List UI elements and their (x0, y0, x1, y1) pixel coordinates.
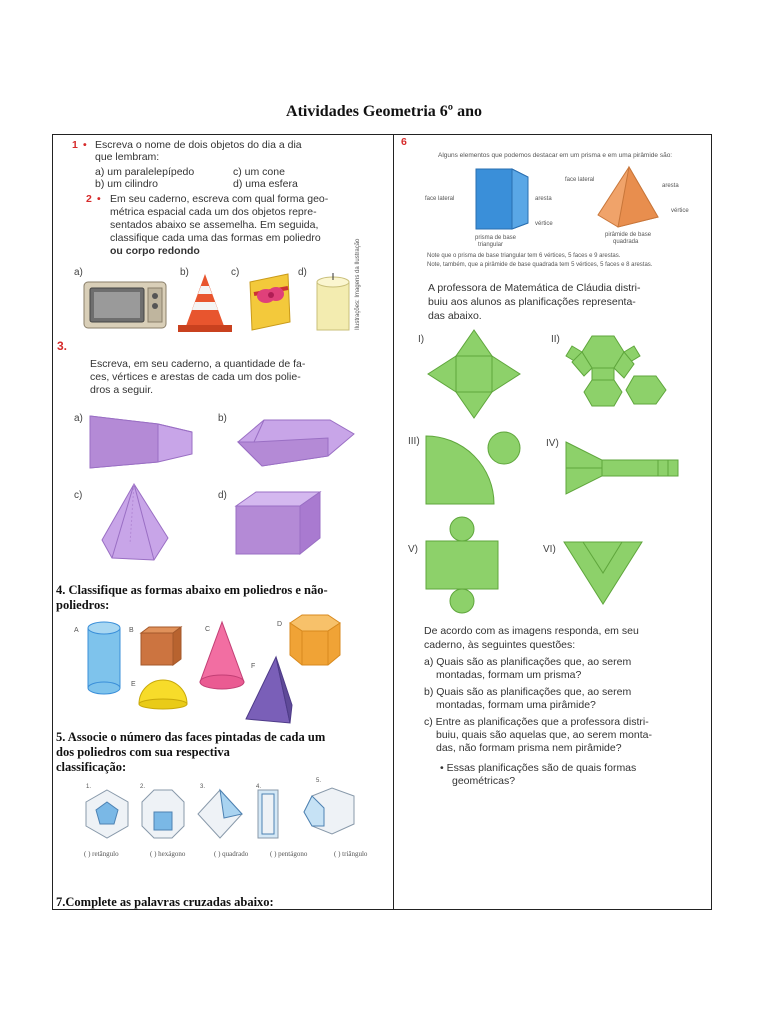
q6-qd1: • Essas planificações são de quais formas (440, 762, 637, 774)
cube-shape (234, 490, 324, 558)
q6-qa1: a) Quais são as planificações que, ao serem (424, 656, 632, 668)
q6-qc2: buiu, quais são aquelas que, ao serem monta- (436, 729, 652, 741)
q1-line2: que lembram: (95, 151, 160, 163)
net-label-2: II) (551, 334, 560, 345)
net-square-pyramid (426, 328, 522, 420)
q3-line2: ces, vértices e arestas de cada um dos polie- (90, 371, 301, 383)
q5-option-2: ( ) hexágono (150, 850, 186, 858)
pyramid-label-edge: aresta (662, 183, 679, 189)
q4-line2: poliedros: (56, 598, 110, 612)
q4-label-c: C (205, 626, 211, 633)
dodecahedron-shape (82, 788, 132, 840)
pyramid-label-base1: pirâmide de base (605, 232, 652, 238)
octahedron-shape (196, 788, 244, 840)
q5-option-1: ( ) retângulo (84, 850, 119, 858)
triangular-prism-diagram (470, 163, 532, 235)
q5-num-2: 2. (140, 784, 146, 790)
q5-num-1: 1. (86, 784, 92, 790)
q4-line1: 4. Classifique as formas abaixo em poliedros e não- (56, 583, 328, 597)
q3-label-d: d) (218, 490, 227, 501)
page-title: Atividades Geometria 6º ano (286, 103, 482, 120)
q6-note1: Note que o prisma de base triangular tem 6 vértices, 5 faces e 9 arestas. (427, 253, 621, 259)
prism-label-face: face lateral (425, 196, 455, 202)
pentagonal-prism-shape (234, 412, 358, 472)
prism-label-vertex: vértice (535, 221, 553, 227)
q5-option-4: ( ) pentágono (270, 850, 308, 858)
q5-num-4: 4. (256, 784, 262, 790)
q2-line1: Em seu caderno, escreva com qual forma geo- (110, 193, 329, 205)
q3-line3: dros a seguir. (90, 384, 154, 396)
q1-line1: Escreva o nome de dois objetos do dia a dia (95, 139, 302, 151)
image-credit: Ilustrações: Imagens da Ilustração (355, 238, 361, 330)
q6-intro2: buiu aos alunos as planificações representa- (428, 296, 636, 308)
q6-intro3: das abaixo. (428, 310, 482, 322)
q3-line1: Escreva, em seu caderno, a quantidade de fa- (90, 358, 306, 370)
cylinder-shape (86, 620, 122, 696)
q1-option-c: c) um cone (233, 166, 285, 178)
prism-label-base2: triangular (478, 242, 504, 248)
pyramid-label-base2: quadrada (613, 239, 639, 245)
q3-number: 3. (57, 339, 68, 353)
net-triangular-prism (562, 440, 682, 496)
q3-label-c: c) (74, 490, 83, 501)
q5-line1: 5. Associe o número das faces pintadas de cada um (56, 730, 326, 744)
q6-number: 6 (401, 136, 407, 148)
q6-note2: Note, também, que a pirâmide de base quadrada tem 5 vértices, 5 faces e 8 arestas. (427, 262, 653, 268)
net-label-4: IV) (546, 438, 559, 449)
q2-number: 2 (86, 193, 92, 205)
q4-label-a: A (74, 627, 79, 634)
square-pyramid-diagram (596, 165, 662, 231)
q6-qc3: das, não formam prisma nem pirâmide? (436, 742, 622, 754)
q5-option-5: ( ) triângulo (334, 850, 368, 858)
hexagonal-prism-outline-shape (302, 786, 358, 836)
pentagonal-pyramid-shape (96, 482, 174, 564)
q6-qd2: geométricas? (452, 775, 516, 787)
triangular-pyramid-shape (242, 655, 294, 727)
q6-caption: Alguns elementos que podemos destacar em um prisma e em uma pirâmide são: (438, 152, 673, 159)
q4-label-d: D (277, 621, 283, 628)
prism-label-edge: aresta (535, 196, 552, 202)
q6-qb1: b) Quais são as planificações que, ao serem (424, 686, 632, 698)
traffic-cone-image (176, 272, 234, 334)
q5-num-5: 5. (316, 778, 322, 784)
q5-line2: dos poliedros com sua respectiva (56, 745, 230, 759)
q2-line3: sentados abaixo se assemelha. Em seguida, (110, 219, 319, 231)
rectangular-prism-shape (254, 786, 282, 842)
q2-bullet: • (97, 193, 101, 205)
q6-ask2: caderno, às seguintes questões: (424, 639, 576, 651)
q1-option-a: a) um paralelepípedo (95, 166, 195, 178)
net-tetrahedron (562, 540, 644, 606)
q6-qa2: montadas, formam um prisma? (436, 669, 582, 681)
q4-label-e: E (131, 681, 136, 688)
q1-number: 1 (72, 139, 78, 151)
q4-label-b: B (129, 627, 134, 634)
net-cone (424, 428, 536, 506)
q6-intro1: A professora de Matemática de Cláudia distri- (428, 282, 641, 294)
net-label-1: I) (418, 334, 425, 345)
q3-label-b: b) (218, 413, 227, 424)
net-label-5: V) (408, 544, 418, 555)
q2-label-b: b) (180, 267, 189, 278)
q5-option-3: ( ) quadrado (214, 850, 249, 858)
q6-ask1: De acordo com as imagens responda, em seu (424, 625, 639, 637)
cone-shape (198, 620, 246, 692)
hemisphere-shape (137, 678, 189, 710)
q4-label-f: F (251, 663, 256, 670)
column-divider (393, 134, 394, 910)
candle-image (312, 272, 354, 334)
frustum-prism-shape (88, 410, 198, 472)
q3-label-a: a) (74, 413, 83, 424)
q5-line3: classificação: (56, 760, 127, 774)
q1-option-d: d) uma esfera (233, 178, 298, 190)
q6-qc1: c) Entre as planificações que a professora distri- (424, 716, 649, 728)
q2-label-c: c) (231, 267, 240, 278)
truncated-shape (140, 788, 186, 840)
prism-label-base1: prisma de base (475, 235, 517, 241)
q2-label-a: a) (74, 267, 83, 278)
q7-line1: 7.Complete as palavras cruzadas abaixo: (56, 895, 274, 909)
pyramid-label-face: face lateral (565, 177, 595, 183)
net-hexagonal-prism (562, 332, 670, 410)
q2-label-d: d) (298, 267, 307, 278)
q5-num-3: 3. (200, 784, 206, 790)
cake-slice-image (244, 272, 294, 334)
q1-option-b: b) um cilindro (95, 178, 159, 190)
q2-line4: classifique cada uma das formas em poliedro (110, 232, 321, 244)
net-label-6: VI) (543, 544, 556, 555)
q1-bullet: • (83, 139, 87, 151)
microwave-image (82, 278, 168, 332)
cuboid-shape (139, 625, 183, 667)
net-cylinder (424, 516, 500, 614)
q2-line2: métrica espacial cada um dos objetos repre- (110, 206, 317, 218)
q6-qb2: montadas, formam uma pirâmide? (436, 699, 596, 711)
pyramid-label-vertex: vértice (671, 208, 689, 214)
q2-line5: ou corpo redondo (110, 245, 200, 257)
net-label-3: III) (408, 436, 420, 447)
